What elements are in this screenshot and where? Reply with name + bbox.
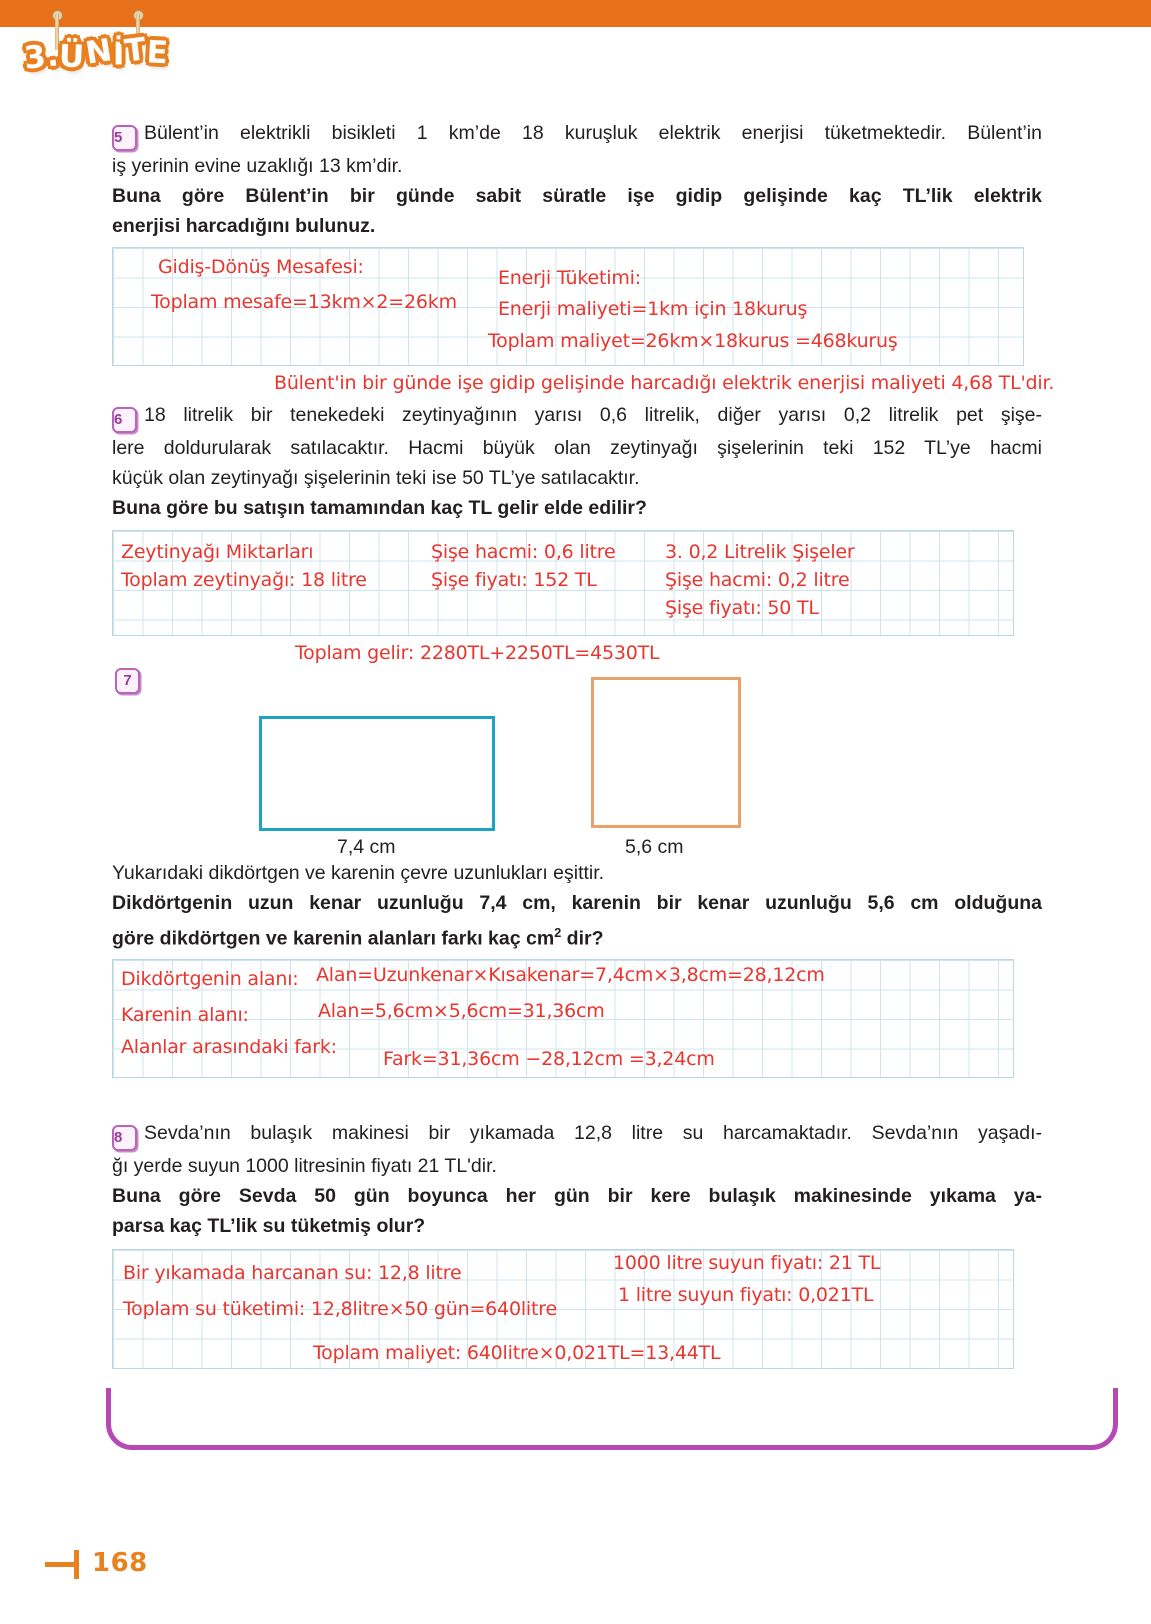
unit-char: Ü	[58, 38, 87, 76]
work-note: Enerji Tüketimi:	[498, 267, 641, 289]
question-line: iş yerinin evine uzaklığı 13 km’dir.	[112, 155, 403, 177]
question-7	[112, 858, 1042, 954]
unit-char: T	[122, 31, 150, 70]
work-note: Şişe fiyatı: 152 TL	[431, 569, 597, 591]
question-number-badge: 7	[115, 668, 140, 694]
work-note: Toplam maliyet=26km×18kurus =468kuruş	[488, 330, 898, 352]
question-line: lere doldurularak satılacaktır. Hacmi büyük olan zeytinyağı şişelerinin teki 152 TL’ye hacmi	[112, 437, 1042, 459]
unit-char: E	[145, 34, 170, 72]
question-line: Buna göre Bülent’in bir günde sabit süratle işe gidip gelişinde kaç TL’lik elektrik	[112, 185, 1042, 207]
rectangle-dimension-label: 7,4 cm	[337, 836, 396, 858]
answer-grid-q6[interactable]	[112, 530, 1014, 636]
question-number-badge: 5	[112, 125, 137, 151]
superscript-two: 2	[554, 926, 562, 940]
question-number-badge: 8	[112, 1125, 137, 1151]
answer-grid-q8[interactable]	[112, 1249, 1014, 1369]
rectangle-shape	[259, 716, 495, 831]
conclusion-note: Toplam gelir: 2280TL+2250TL=4530TL	[295, 642, 660, 664]
work-note: Alan=Uzunkenar×Kısakenar=7,4cm×3,8cm=28,12cm	[316, 963, 825, 986]
work-note: 3. 0,2 Litrelik Şişeler	[665, 541, 855, 563]
question-5	[112, 118, 1042, 241]
question-line: ğı yerde suyun 1000 litresinin fiyatı 21 TL'dir.	[112, 1154, 497, 1177]
question-7-figure-area	[112, 666, 1042, 858]
work-note: Toplam mesafe=13km×2=26km	[151, 291, 457, 313]
work-note: Toplam maliyet: 640litre×0,021TL=13,44TL	[313, 1341, 721, 1364]
question-text: 18 litrelik bir tenekedeki zeytinyağının yarısı 0,6 litrelik, diğer yarısı 0,2 litrelik pet şişe-	[144, 404, 1042, 426]
conclusion-row-q5	[112, 366, 1055, 398]
unit-char: İ	[112, 36, 125, 73]
page-content	[112, 118, 1055, 1369]
question-line: enerjisi harcadığını bulunuz.	[112, 215, 376, 237]
page-purple-frame	[106, 1388, 1118, 1450]
question-line	[112, 400, 1042, 433]
work-note: Şişe hacmi: 0,6 litre	[431, 541, 616, 563]
work-note: Karenin alanı:	[121, 1003, 249, 1026]
work-note: Alanlar arasındaki fark:	[121, 1035, 337, 1058]
square-shape	[591, 677, 741, 828]
conclusion-note: Bülent'in bir günde işe gidip gelişinde harcadığı elektrik enerjisi maliyeti 4,68 TL'dir.	[274, 372, 1055, 394]
question-line	[112, 118, 1042, 151]
question-line: göre dikdörtgen ve karenin alanları farkı kaç $cm^2$ dir?	[112, 926, 604, 950]
work-note: 1000 litre suyun fiyatı: 21 TL	[613, 1251, 881, 1274]
question-line: küçük olan zeytinyağı şişelerinin teki ise 50 TL’ye satılacaktır.	[112, 467, 640, 489]
question-number-badge: 6	[112, 407, 137, 433]
question-line: parsa kaç TL’lik su tüketmiş olur?	[112, 1214, 426, 1237]
unit-char: N	[82, 32, 115, 72]
conclusion-row-q6	[112, 636, 1042, 666]
question-text: Sevda’nın bulaşık makinesi bir yıkamada 12,8 litre su harcamaktadır. Sevda’nın yaşadı-	[144, 1121, 1042, 1144]
answer-grid-q5[interactable]	[112, 247, 1024, 366]
work-note: Enerji maliyeti=1km için 18kuruş	[498, 298, 808, 320]
work-note: Dikdörtgenin alanı:	[121, 967, 299, 990]
page-number: 168	[92, 1548, 148, 1578]
work-note: 1 litre suyun fiyatı: 0,021TL	[618, 1283, 874, 1306]
question-line: Buna göre Sevda 50 gün boyunca her gün bir kere bulaşık makinesinde yıkama ya-	[112, 1184, 1042, 1207]
question-line	[112, 1118, 1042, 1151]
work-note: Bir yıkamada harcanan su: 12,8 litre	[123, 1261, 462, 1284]
question-8	[112, 1118, 1042, 1241]
question-line: Yukarıdaki dikdörtgen ve karenin çevre uzunlukları eşittir.	[112, 862, 605, 884]
footer-orange-tick	[74, 1550, 79, 1579]
question-6	[112, 400, 1042, 523]
work-note: Toplam zeytinyağı: 18 litre	[121, 569, 367, 591]
square-dimension-label: 5,6 cm	[625, 836, 684, 858]
work-note: Şişe fiyatı: 50 TL	[665, 597, 819, 619]
work-note: Zeytinyağı Miktarları	[121, 541, 314, 563]
answer-grid-q7[interactable]	[112, 959, 1014, 1078]
work-note: Fark=31,36cm −28,12cm =3,24cm	[383, 1047, 715, 1070]
unit-char: 3.	[22, 37, 62, 77]
unit-title	[17, 26, 179, 81]
work-note: Gidiş-Dönüş Mesafesi:	[158, 256, 364, 278]
work-note: Toplam su tüketimi: 12,8litre×50 gün=640litre	[123, 1297, 557, 1320]
question-line: Buna göre bu satışın tamamından kaç TL gelir elde edilir?	[112, 497, 647, 519]
unit-badge-group	[18, 10, 188, 100]
work-note: Şişe hacmi: 0,2 litre	[665, 569, 850, 591]
question-text: Bülent’in elektrikli bisikleti 1 km’de 18 kuruşluk elektrik enerjisi tüketmektedir. Bülent’in	[144, 122, 1042, 144]
work-note: Alan=5,6cm×5,6cm=31,36cm	[318, 999, 605, 1022]
question-line: Dikdörtgenin uzun kenar uzunluğu 7,4 cm, karenin bir kenar uzunluğu 5,6 cm olduğuna	[112, 892, 1042, 914]
